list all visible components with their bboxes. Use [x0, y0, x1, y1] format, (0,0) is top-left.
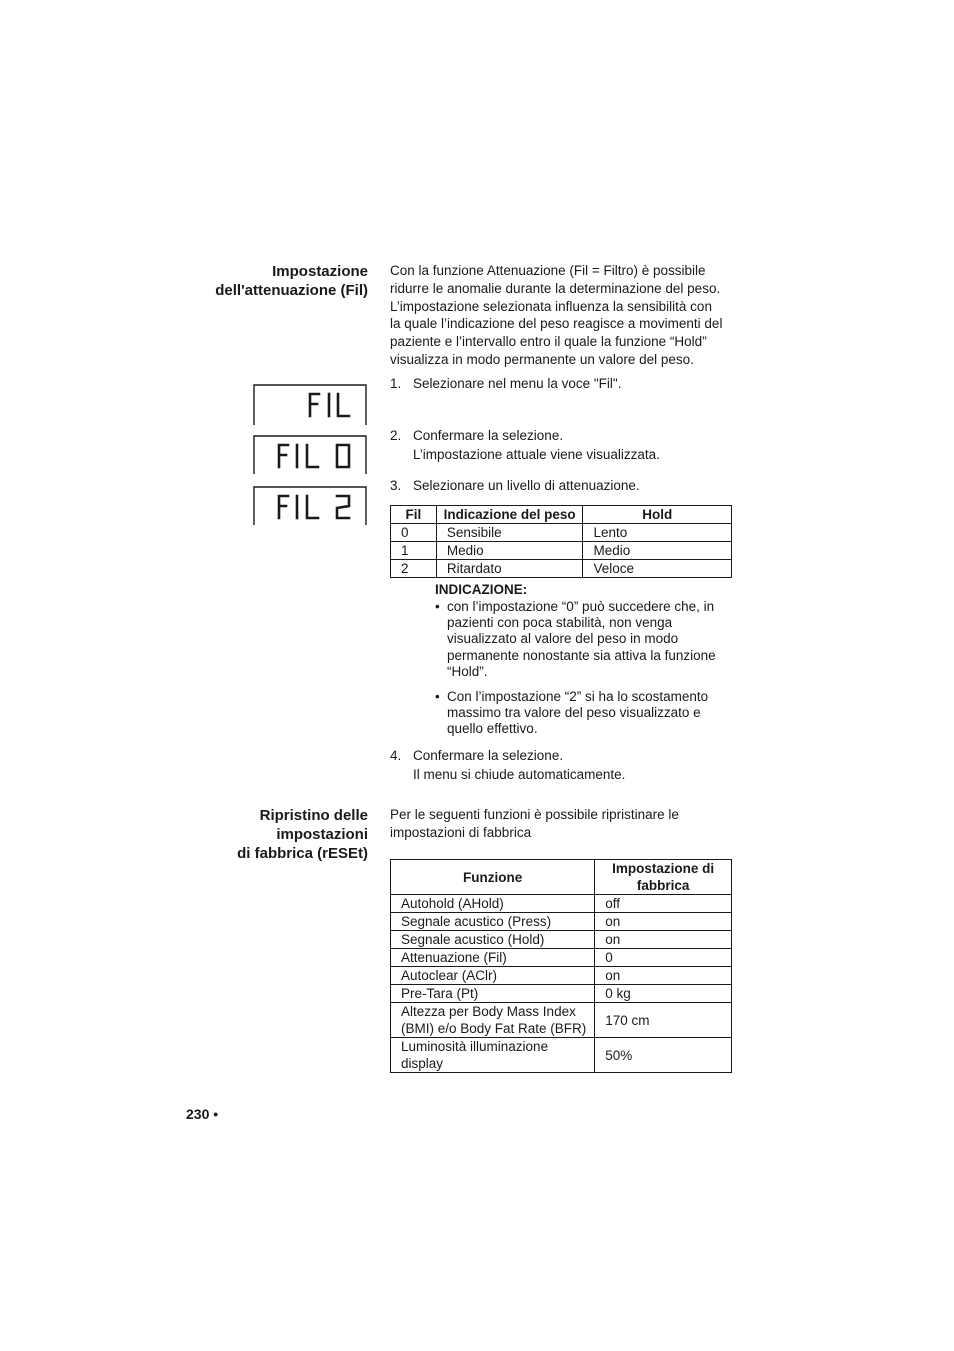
- table-cell: Altezza per Body Mass Index (BMI) e/o Body Fat Rate (BFR): [391, 1003, 595, 1038]
- table-row: [391, 913, 732, 931]
- table-cell: off: [595, 895, 732, 913]
- table-row: [391, 1038, 732, 1073]
- note-bullet: [435, 599, 740, 681]
- table-header: Funzione: [391, 860, 595, 895]
- intro-line: Con la funzione Attenuazione (Fil = Filtro) è possibile: [390, 263, 706, 278]
- bullet-line: visualizzato al valore del peso in modo: [447, 631, 679, 647]
- table-cell: Lento: [583, 524, 732, 542]
- table-cell: 50%: [595, 1038, 732, 1073]
- table-cell: Veloce: [583, 560, 732, 578]
- heading-line: impostazioni: [276, 826, 368, 843]
- step-text: Selezionare nel menu la voce "Fil".: [413, 376, 622, 391]
- step-4: [390, 746, 740, 784]
- table-cell: Autoclear (AClr): [391, 967, 595, 985]
- table-cell: Ritardato: [436, 560, 583, 578]
- table-row: [391, 949, 732, 967]
- table-header: Hold: [583, 506, 732, 524]
- bullet-line: “Hold”.: [447, 663, 488, 679]
- table-row: [391, 931, 732, 949]
- bullet-line: quello effettivo.: [447, 721, 538, 737]
- table-cell: 170 cm: [595, 1003, 732, 1038]
- table-row: [391, 542, 732, 560]
- intro-line: la quale l’indicazione del peso reagisce a movimenti del: [390, 316, 723, 332]
- heading-line: Impostazione: [272, 263, 368, 280]
- table-cell: 1: [391, 542, 437, 560]
- table-row: [391, 524, 732, 542]
- section-heading-attenuazione: [150, 262, 368, 300]
- step-number: 2.: [390, 428, 402, 443]
- section-intro-attenuazione: [390, 262, 740, 369]
- table-row: [391, 895, 732, 913]
- heading-line: di fabbrica (rESEt): [237, 845, 368, 862]
- section-intro-reset: [390, 806, 740, 842]
- table-header: Fil: [391, 506, 437, 524]
- step-2: [390, 426, 740, 464]
- table-cell: 2: [391, 560, 437, 578]
- step-1: [390, 374, 740, 393]
- table-header-row: [391, 506, 732, 524]
- section-heading-reset: [150, 806, 368, 863]
- intro-line: visualizza in modo permanente un valore del peso.: [390, 351, 694, 367]
- table-header: Impostazione di fabbrica: [595, 860, 732, 895]
- intro-line: Per le seguenti funzioni è possibile ripristinare le: [390, 807, 679, 822]
- bullet-icon: •: [435, 689, 440, 704]
- table-cell: on: [595, 931, 732, 949]
- bullet-line: Con l’impostazione “2” si ha lo scostamento: [447, 689, 709, 704]
- page-number: 230 •: [186, 1106, 219, 1122]
- bullet-line: pazienti con poca stabilità, non venga: [447, 615, 673, 631]
- display-fil: [253, 384, 368, 426]
- fil-table: [390, 505, 732, 578]
- step-3: [390, 476, 740, 495]
- step-number: 3.: [390, 478, 402, 493]
- table-cell: 0: [391, 524, 437, 542]
- table-cell: 0 kg: [595, 985, 732, 1003]
- note-title: INDICAZIONE:: [435, 582, 528, 597]
- intro-line: ridurre le anomalie durante la determinazione del peso.: [390, 280, 721, 296]
- table-cell: on: [595, 967, 732, 985]
- intro-line: L’impostazione selezionata influenza la sensibilità con: [390, 298, 712, 314]
- bullet-line: con l’impostazione “0” può succedere che, in: [447, 599, 715, 614]
- intro-line: impostazioni di fabbrica: [390, 824, 532, 840]
- step-text: Il menu si chiude automaticamente.: [413, 767, 626, 782]
- display-text: Fil 0: [253, 435, 255, 436]
- table-cell: Pre-Tara (Pt): [391, 985, 595, 1003]
- table-cell: Autohold (AHold): [391, 895, 595, 913]
- table-header: Indicazione del peso: [436, 506, 583, 524]
- table-cell: Segnale acustico (Hold): [391, 931, 595, 949]
- step-text: Confermare la selezione.: [413, 748, 564, 763]
- table-header-row: [391, 860, 732, 895]
- table-cell: Luminosità illuminazione display: [391, 1038, 595, 1073]
- table-cell: Sensibile: [436, 524, 583, 542]
- note-bullet: [435, 689, 740, 739]
- table-row: [391, 1003, 732, 1038]
- table-cell: Segnale acustico (Press): [391, 913, 595, 931]
- reset-table: [390, 859, 732, 1073]
- step-text: Selezionare un livello di attenuazione.: [413, 478, 640, 493]
- intro-line: paziente e l’intervallo entro il quale la funzione “Hold”: [390, 334, 707, 350]
- table-row: [391, 560, 732, 578]
- bullet-icon: •: [435, 599, 440, 614]
- bullet-line: massimo tra valore del peso visualizzato e: [447, 705, 701, 721]
- table-row: [391, 967, 732, 985]
- table-cell: 0: [595, 949, 732, 967]
- table-cell: Attenuazione (Fil): [391, 949, 595, 967]
- table-cell: Medio: [436, 542, 583, 560]
- display-fil-2: [253, 486, 368, 526]
- display-text: Fil 2: [253, 486, 255, 487]
- bullet-line: permanente nonostante sia attiva la funzione: [447, 647, 716, 663]
- table-row: [391, 985, 732, 1003]
- display-text: Fil: [253, 384, 255, 385]
- step-text: L’impostazione attuale viene visualizzata.: [413, 447, 660, 462]
- table-cell: on: [595, 913, 732, 931]
- heading-line: dell'attenuazione (Fil): [215, 282, 368, 299]
- step-number: 1.: [390, 376, 402, 391]
- step-text: Confermare la selezione.: [413, 428, 564, 443]
- display-fil-0: [253, 435, 368, 475]
- step-number: 4.: [390, 748, 402, 763]
- heading-line: Ripristino delle: [259, 807, 368, 824]
- table-cell: Medio: [583, 542, 732, 560]
